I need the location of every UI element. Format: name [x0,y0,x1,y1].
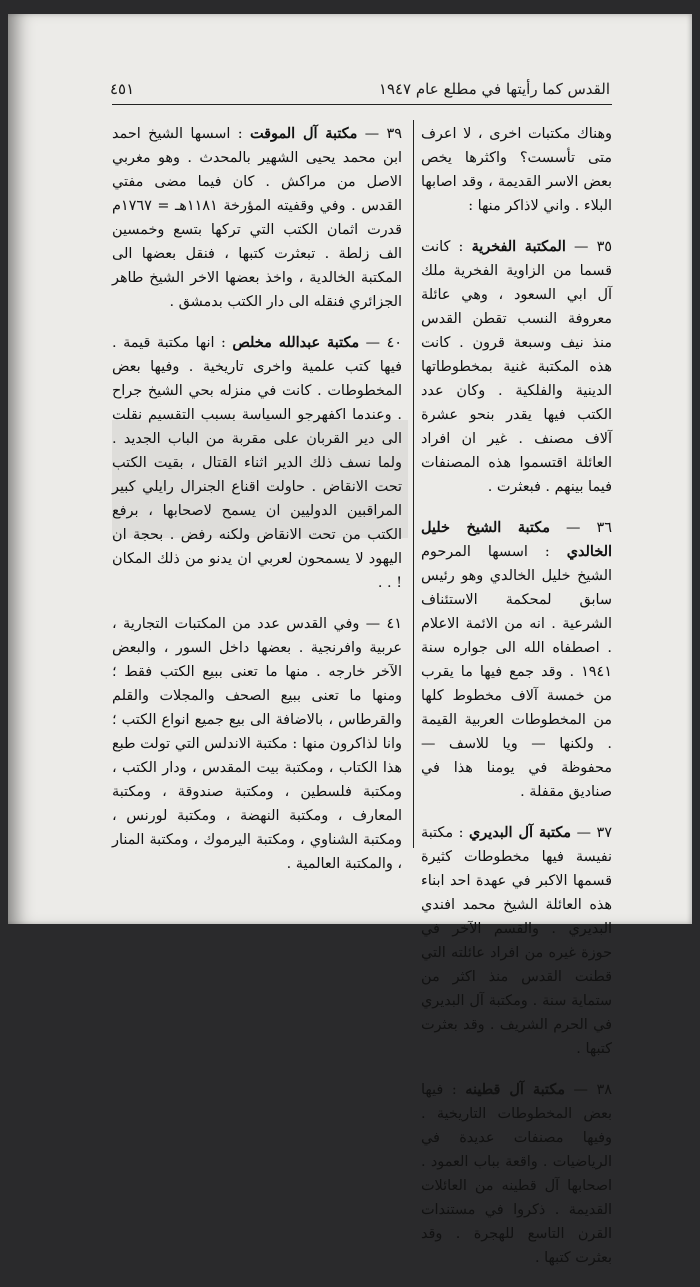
entry-title: مكتبة آل البديري [469,824,572,841]
entry-text: : اسسها المرحوم الشيخ خليل الخالدي وهو رئيس سابق لمحكمة الاستئناف الشرعية . انه من الائمة الاعلام . اصطفاه الله الى جواره سنة ١٩٤١ . وقد جمع فيها ما يقرب من خمسة آلاف مخطوط كلها من المخطوطات العربية القيمة . ولكنها — ويا للاسف — محفوظة في يومنا هذا في صناديق مقفلة . [421,544,612,800]
entry-text: : انها مكتبة قيمة . فيها كتب علمية واخرى تاريخية . وفيها بعض المخطوطات . كانت في منزله بحي الشيخ جراح . وعندما اكفهرجو السياسة بسبب التقسيم نقلت الى دير القربان على مقربة من الباب الجديد . ولما نسف ذلك الدير اثناء القتال ، بقيت الكتب تحت الانقاض . حاولت اقناع الجنرال رايلي كبير المراقبين الدوليين ان يسمح لاصحابها ، برفع الكتب من تحت الانقاض ولكنه رفض . بحجة ان اليهود لا يسمحون لعربي ان يدنو من ذلك المكان ! . . [112,335,402,591]
column-divider [413,120,414,848]
running-title: القدس كما رأيتها في مطلع عام ١٩٤٧ [378,80,610,98]
entry-title: مكتبة آل قطينه [465,1081,565,1098]
entry-39 [112,122,402,314]
entry-text: : فيها بعض المخطوطات التاريخية . وفيها مصنفات عديدة في الرياضيات . واقعة بباب العمود . اصحابها آل قطينه من العائلات القديمة . ذكروا في مستندات القرن التاسع للهجرة . وقد بعثرت كتبها . [421,1082,612,1266]
intro-paragraph: وهناك مكتبات اخرى ، لا اعرف متى تأسست؟ واكثرها يخص بعض الاسر القديمة ، وقد اصابها البلاء . واني لاذاكر منها : [421,126,612,214]
entry-title: المكتبة الفخرية [471,238,566,255]
header-rule [112,104,612,105]
entry-number: ٣٧ — [576,825,612,841]
left-column [112,122,402,893]
page-number: ٤٥١ [110,80,135,98]
entry-40 [112,331,402,595]
entry-number: ٣٩ — [364,126,403,142]
entry-38 [421,1078,612,1270]
entry-37 [421,821,612,1061]
entry-41 [112,612,402,876]
entry-number: ٤١ — [365,616,402,632]
entry-number: ٣٨ — [573,1082,612,1098]
entry-text: وفي القدس عدد من المكتبات التجارية ، عربية وافرنجية . بعضها داخل السور ، والبعض الآخر خارجه . منها ما تعنى ببيع الكتب فقط ؛ ومنها ما تعنى ببيع الصحف والمجلات والقلم والقرطاس ، بالاضافة الى بيع جميع انواع الكتب ؛ وانا لذاكرون منها : مكتبة الاندلس التي تولت طبع هذا الكتاب ، ومكتبة بيت المقدس ، ودار الكتب ، ومكتبة فلسطين ، ومكتبة صندوقة ، ومكتبة المعارف ، ومكتبة النهضة ، ومكتبة لورنس ، ومكتبة الشناوي ، ومكتبة اليرموك ، ومكتبة المنار ، والمكتبة العالمية . [112,616,402,872]
right-column [421,122,612,1287]
entry-36 [421,516,612,804]
entry-35 [421,235,612,499]
entry-text: : مكتبة نفيسة فيها مخطوطات كثيرة قسمها الاكبر في عهدة احد ابناء هذه العائلة الشيخ محمد افندي البديري . والقسم الآخر في حوزة غيره من افراد عائلته التي قطنت القدس منذ اكثر من ستماية سنة . ومكتبة آل البديري في الحرم الشريف . وقد بعثرت كتبها . [421,825,612,1057]
page-header [110,80,610,98]
entry-text: : اسسها الشيخ احمد ابن محمد يحيى الشهير بالمحدث . وهو مغربي الاصل من مراكش . كان فيما مضى مفتي القدس . وفي وقفيته المؤرخة ١١٨١هـ = ١٧٦٧م قدرت اثمان الكتب التي تركها بتسع وخمسين الف زلطة . تبعثرت كتبها ، فنقل بعضها الى المكتبة الخالدية ، واخذ بعضها الاخر الشيخ طاهر الجزائري فنقله الى دار الكتب بدمشق . [112,126,402,310]
entry-title: مكتبة الشيخ خليل الخالدي [421,519,612,560]
entry-title: مكتبة آل الموقت [250,125,358,142]
entry-number: ٣٦ — [566,520,613,536]
entry-text: : كانت قسما من الزاوية الفخرية ملك آل ابي السعود ، وهي عائلة معروفة النسب تقطن القدس منذ نيف وسبعة قرون . كانت هذه المكتبة غنية بمخطوطاتها الدينية والفلكية . وكان عدد الكتب فيها يقدر بنحو عشرة آلاف مصنف . غير ان افراد العائلة اقتسموا هذه المصنفات فيما بينهم . فبعثرت . [421,239,612,495]
entry-number: ٤٠ — [365,335,403,351]
entry-title: مكتبة عبدالله مخلص [232,334,360,351]
entry-number: ٣٥ — [574,239,613,255]
